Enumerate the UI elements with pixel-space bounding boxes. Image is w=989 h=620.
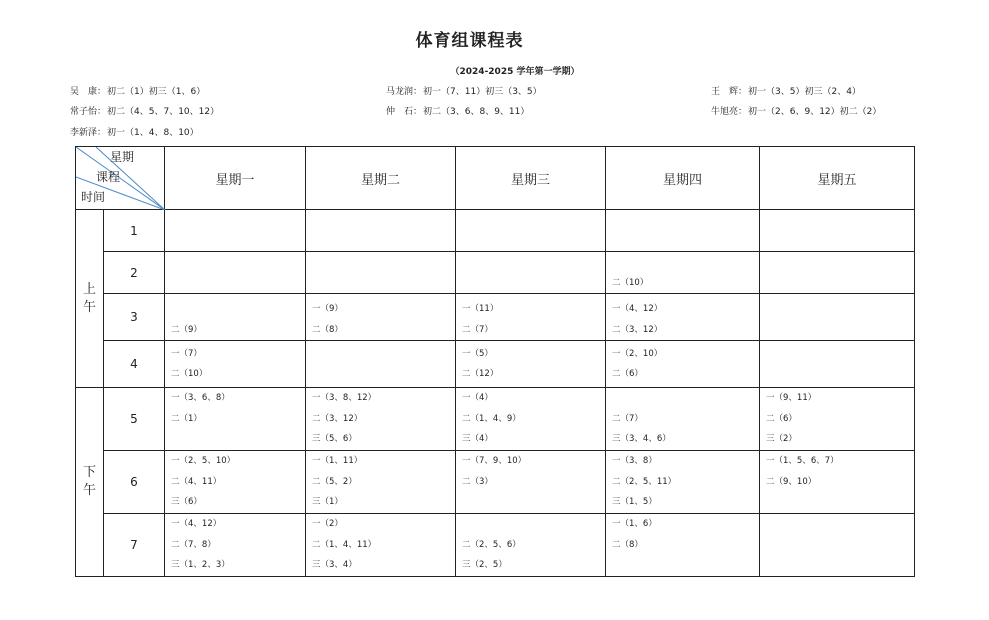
page-title: 体育组课程表 [415,31,524,51]
class-entry: 二（6） [612,369,643,379]
teacher-entry [70,125,199,138]
schedule-cell-tue [306,210,456,252]
teacher-name: 仲 石： [386,107,423,117]
period-number: 2 [104,252,165,294]
class-entry: 一（3、8） [612,456,657,466]
teacher-entry [386,84,542,97]
schedule-cell-thu [606,388,760,451]
schedule-cell-thu [606,451,760,514]
schedule-cell-tue [306,341,456,388]
class-entry: 二（5、2） [312,476,357,487]
class-entry: 一（1、11） [312,456,363,466]
schedule-cell-tue [306,451,456,514]
day-header-fri: 星期五 [760,147,915,210]
class-entry: 一（3、6、8） [171,393,230,403]
class-entry: 二（1、4、9） [462,413,521,424]
class-entry: 二（2、5、6） [462,539,521,550]
schedule-cell-mon [165,451,306,514]
teacher-entry [386,104,529,117]
class-entry: 三（3、4、6） [612,434,671,444]
class-entry: 一（4） [462,393,493,403]
teacher-name: 常子怡： [70,107,107,117]
table-corner-header [76,147,165,210]
schedule-cell-wed [456,341,606,388]
session-label: 上 [82,281,96,297]
table-row [76,388,915,451]
schedule-cell-mon [165,341,306,388]
teacher-classes: 初一（2、6、9、12）初二（2） [748,107,882,117]
session-afternoon [76,388,104,577]
blank-line [462,514,605,535]
class-entry: 二（2、5、11） [612,476,677,487]
corner-course-label: 课程 [96,170,121,184]
teacher-entry [711,84,861,97]
schedule-cell-wed [456,252,606,294]
table-row [76,341,915,388]
class-entry: 一（5） [462,348,493,359]
schedule-cell-mon [165,294,306,341]
class-entry: 三（4） [462,434,493,444]
table-row [76,210,915,252]
class-entry: 二（4、11） [171,476,222,487]
class-entry: 一（7） [171,348,202,359]
period-number: 4 [104,341,165,388]
schedule-cell-thu [606,252,760,294]
teacher-name: 王 辉： [711,87,748,97]
class-entry: 一（1、5、6、7） [766,456,839,466]
class-entry: 三（1） [312,497,343,507]
teacher-classes: 初二（1）初三（1、6） [107,87,206,97]
period-number: 3 [104,294,165,341]
semester-subtitle: （2024-2025 学年第一学期） [450,67,580,77]
class-entry: 二（10） [612,277,649,288]
class-entry: 三（5、6） [312,434,357,444]
class-entry: 三（1、2、3） [171,560,230,570]
table-row [76,252,915,294]
class-entry: 二（8） [312,324,343,335]
period-number: 5 [104,388,165,451]
schedule-cell-thu [606,210,760,252]
class-entry: 二（1、4、11） [312,539,377,550]
schedule-cell-fri [760,388,915,451]
class-entry: 三（2） [766,434,797,444]
schedule-table [75,146,915,577]
schedule-cell-fri [760,514,915,577]
teacher-classes: 初一（3、5）初三（2、4） [748,87,861,97]
schedule-cell-thu [606,341,760,388]
schedule-cell-fri [760,451,915,514]
schedule-cell-thu [606,294,760,341]
day-header-mon: 星期一 [165,147,306,210]
schedule-cell-mon [165,252,306,294]
day-header-tue: 星期二 [306,147,456,210]
class-entry: 三（6） [171,497,202,507]
day-header-thu: 星期四 [606,147,760,210]
class-entry: 三（3、4） [312,560,357,570]
session-morning [76,210,104,388]
teacher-classes: 初二（3、6、8、9、11） [423,107,530,117]
class-entry: 二（8） [612,539,643,550]
class-entry: 二（7） [612,413,643,424]
class-entry: 二（9） [171,324,202,335]
class-entry: 一（1、6） [612,519,657,529]
class-entry: 二（7、8） [171,539,216,550]
schedule-cell-tue [306,294,456,341]
corner-weekday-label: 星期 [110,150,135,164]
teacher-name: 牛旭亮： [711,107,748,117]
class-entry: 二（10） [171,369,208,379]
teacher-classes: 初一（7、11）初三（3、5） [423,87,542,97]
table-row [76,451,915,514]
schedule-cell-tue [306,252,456,294]
schedule-cell-wed [456,210,606,252]
schedule-cell-wed [456,514,606,577]
class-entry: 一（9） [312,304,343,314]
session-label: 午 [82,483,96,498]
schedule-cell-fri [760,294,915,341]
class-entry: 三（1、5） [612,497,657,507]
teacher-classes: 初一（1、4、8、10） [107,128,199,138]
class-entry: 一（2、5、10） [171,456,236,466]
class-entry: 一（3、8、12） [312,393,377,403]
class-entry: 二（9、10） [766,476,817,487]
schedule-cell-fri [760,252,915,294]
schedule-cell-tue [306,388,456,451]
teacher-name: 吴 康： [70,87,107,97]
table-row [76,294,915,341]
class-entry: 一（2、10） [612,348,663,359]
class-entry: 二（3、12） [312,413,363,424]
teacher-name: 李新泽： [70,128,107,138]
schedule-cell-wed [456,294,606,341]
corner-time-label: 时间 [81,190,106,204]
class-entry: 一（7、9、10） [462,456,527,466]
class-entry: 一（11） [462,304,499,314]
schedule-cell-wed [456,451,606,514]
table-row [76,514,915,577]
teacher-entry [711,104,881,117]
class-entry: 二（7） [462,324,493,335]
schedule-cell-fri [760,210,915,252]
class-entry: 一（9、11） [766,393,817,403]
class-entry: 二（12） [462,369,499,379]
schedule-cell-mon [165,210,306,252]
class-entry: 二（6） [766,413,797,424]
blank-line [612,388,759,409]
class-entry: 二（3、12） [612,324,663,335]
period-number: 1 [104,210,165,252]
schedule-cell-thu [606,514,760,577]
class-entry: 二（3） [462,476,493,487]
schedule-cell-mon [165,388,306,451]
teacher-entry [70,104,219,117]
class-entry: 三（2、5） [462,560,507,570]
teacher-name: 马龙润： [386,87,423,97]
teacher-entry [70,84,205,97]
schedule-cell-mon [165,514,306,577]
session-label: 下 [82,465,96,480]
class-entry: 一（4、12） [171,519,222,529]
day-header-wed: 星期三 [456,147,606,210]
session-label: 午 [82,299,96,315]
schedule-cell-wed [456,388,606,451]
class-entry: 一（4、12） [612,304,663,314]
class-entry: 二（1） [171,413,202,424]
period-number: 6 [104,451,165,514]
period-number: 7 [104,514,165,577]
class-entry: 一（2） [312,519,343,529]
schedule-cell-fri [760,341,915,388]
teacher-classes: 初二（4、5、7、10、12） [107,107,220,117]
schedule-cell-tue [306,514,456,577]
